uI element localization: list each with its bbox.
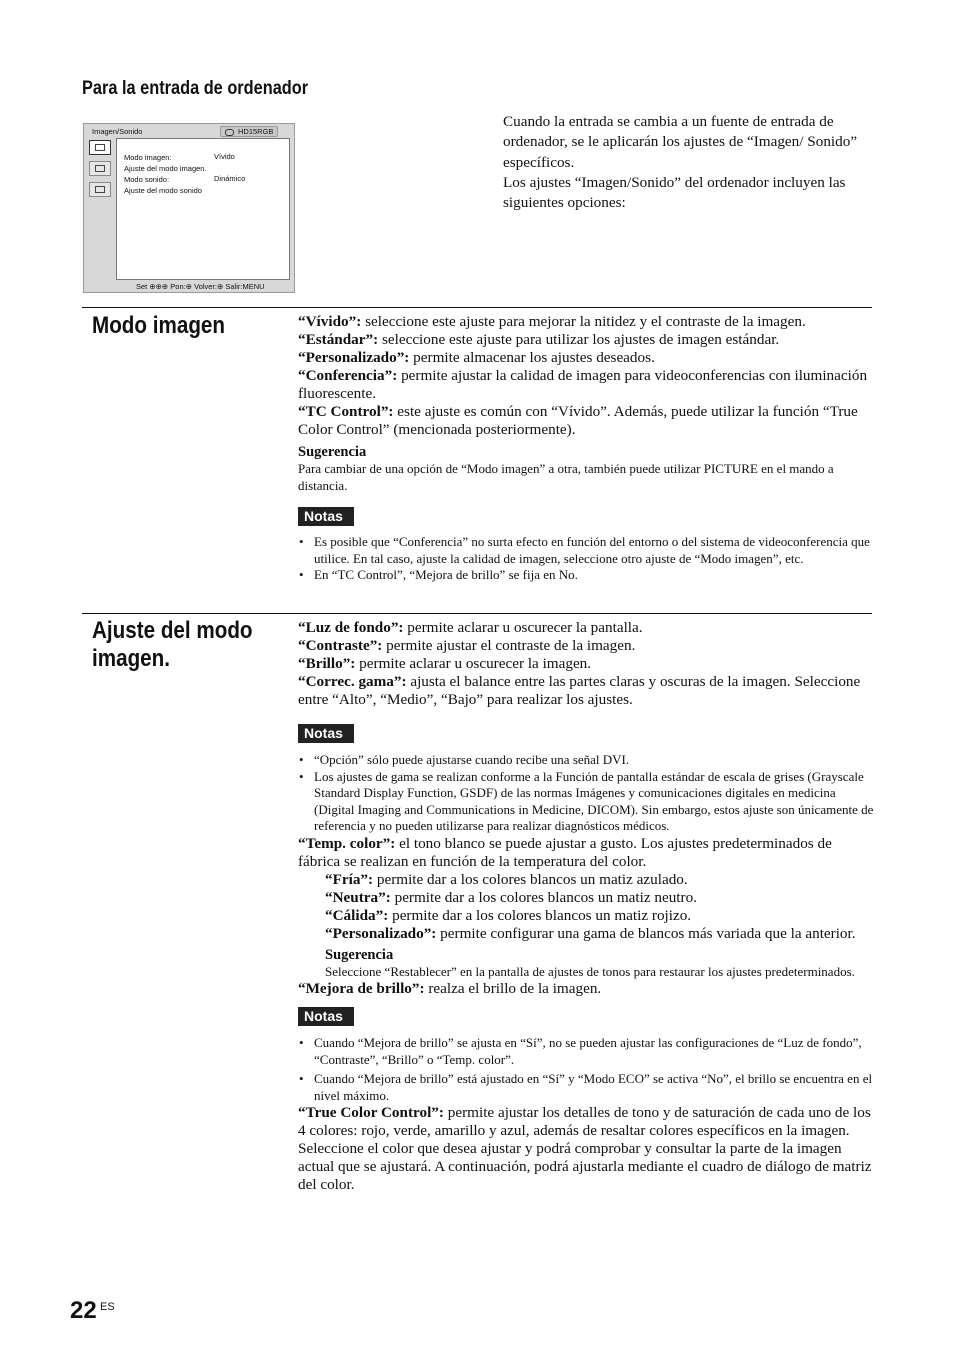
note-item: • “Opción” sólo puede ajustarse cuando recibe una señal DVI.	[298, 752, 874, 769]
section2-body	[298, 619, 874, 1194]
section-title: imagen.	[92, 645, 171, 672]
divider	[82, 307, 872, 308]
note-item: • Cuando “Mejora de brillo” se ajusta en “Sí”, no se pueden ajustar las configuraciones de “Luz de fondo”, “Contraste”, “Brillo” o “Temp. color”.	[298, 1035, 874, 1068]
page-lang: ES	[100, 1301, 115, 1313]
temp-options	[298, 871, 874, 981]
definition-item: “True Color Control”: permite ajustar los detalles de tono y de saturación de cada uno de los 4 colores: rojo, verde, amarillo y azul, además de resaltar colores específicos en la imagen.	[298, 1104, 871, 1139]
menu-source-label: HD15RGB	[238, 127, 274, 136]
definition-item: “Mejora de brillo”: realza el brillo de la imagen.	[298, 980, 602, 997]
note-item: • Es posible que “Conferencia” no surta efecto en función del entorno o del sistema de videoconferencia que utilice. En tal caso, ajuste la calidad de imagen, seleccione otro ajuste de “Modo imagen”, etc.	[298, 534, 874, 567]
notes-list	[298, 1035, 874, 1104]
picture-tab-icon	[89, 140, 111, 155]
definition-item: “Contraste”: permite ajustar el contraste de la imagen.	[298, 637, 636, 654]
notes-list	[298, 752, 874, 835]
intro-text	[503, 112, 883, 213]
tip-title: Sugerencia	[298, 444, 367, 460]
paragraph: Seleccione el color que desea ajustar y podrá comprobar y consultar la parte de la imagen actual que se ajustará. A continuación, podrá ajustarla mediante el cuadro de diálogo de matriz del color.	[298, 1140, 872, 1193]
definition-item: “Correc. gama”: ajusta el balance entre las partes claras y oscuras de la imagen. Seleccione entre “Alto”, “Medio”, “Bajo” para realizar los ajustes.	[298, 673, 861, 708]
menu-row: Ajuste del modo sonido	[124, 186, 202, 195]
tip-text: Para cambiar de una opción de “Modo imagen” a otra, también puede utilizar PICTURE en el mando a distancia.	[298, 461, 834, 493]
menu-title: Imagen/Sonido	[92, 127, 143, 136]
section-heading: Para la entrada de ordenador	[82, 78, 309, 99]
definition-item: “Brillo”: permite aclarar u oscurecer la imagen.	[298, 655, 592, 672]
section-title: Ajuste del modo	[92, 617, 253, 644]
definition-item: “Luz de fondo”: permite aclarar u oscurecer la pantalla.	[298, 619, 643, 636]
definition-item: “Personalizado”: permite configurar una gama de blancos más variada que la anterior.	[325, 924, 856, 942]
tip-text: Seleccione “Restablecer” en la pantalla de ajustes de tonos para restaurar los ajustes predeterminados.	[325, 963, 855, 979]
section-title: Modo imagen	[92, 312, 226, 339]
screen-tab-icon	[89, 161, 111, 176]
definition-item: “Fría”: permite dar a los colores blancos un matiz azulado.	[325, 870, 688, 888]
notes-label: Notas	[298, 1007, 354, 1026]
tip-title: Sugerencia	[325, 946, 394, 963]
menu-source-badge	[220, 126, 278, 137]
section1-body	[298, 313, 874, 584]
intro-paragraph: Los ajustes “Imagen/Sonido” del ordenador incluyen las siguientes opciones:	[503, 173, 846, 212]
notes-label: Notas	[298, 724, 354, 743]
menu-screenshot	[83, 123, 295, 293]
notes-label: Notas	[298, 507, 354, 526]
definition-item: “Cálida”: permite dar a los colores blancos un matiz rojizo.	[325, 906, 692, 924]
definition-item: “Vívido”: seleccione este ajuste para mejorar la nitidez y el contraste de la imagen.	[298, 313, 806, 330]
page-number: 22	[70, 1297, 97, 1324]
definition-item: “Estándar”: seleccione este ajuste para utilizar los ajustes de imagen estándar.	[298, 331, 780, 348]
menu-row: Modo sonido:	[124, 175, 170, 184]
menu-row-value: Dinámico	[214, 174, 246, 183]
definition-item: “Conferencia”: permite ajustar la calidad de imagen para videoconferencias con iluminación fluorescente.	[298, 367, 868, 402]
note-item: • Los ajustes de gama se realizan conforme a la Función de pantalla estándar de escala de grises (Grayscale Standard Display Function, GSDF) de las normas Imágenes y comunicaciones digitales en medicina (Digital Imaging and Communications in Medicine, DICOM). Sin embargo, estos ajuste son únicamente de referencia y no pueden utilizarse para realizar diagnósticos médicos.	[298, 769, 874, 835]
notes-list	[298, 534, 874, 584]
input-icon	[225, 129, 234, 136]
intro-paragraph: Cuando la entrada se cambia a un fuente de entrada de ordenador, se le aplicarán los ajustes de “Imagen/ Sonido” específicos.	[503, 113, 858, 171]
note-item: • Cuando “Mejora de brillo” está ajustado en “Sí” y “Modo ECO” se activa “No”, el brillo se encuentra en el nivel máximo.	[298, 1071, 874, 1104]
definition-item: “Neutra”: permite dar a los colores blancos un matiz neutro.	[325, 888, 697, 906]
note-item: • En “TC Control”, “Mejora de brillo” se fija en No.	[298, 567, 874, 584]
menu-footer: Set ⊕⊕⊕ Pon:⊕ Volver:⊕ Salir:MENU	[136, 282, 265, 291]
definition-item: “TC Control”: este ajuste es común con “Vívido”. Además, puede utilizar la función “True Color Control” (mencionada posteriormente).	[298, 403, 858, 438]
settings-tab-icon	[89, 182, 111, 197]
definition-item: “Temp. color”: el tono blanco se puede ajustar a gusto. Los ajustes predeterminados de fábrica se realizan en función de la temperatura del color.	[298, 834, 832, 870]
divider	[82, 613, 872, 614]
menu-row: Modo imagen:	[124, 153, 172, 162]
menu-row: Ajuste del modo imagen.	[124, 164, 207, 173]
definition-item: “Personalizado”: permite almacenar los ajustes deseados.	[298, 349, 655, 366]
menu-row-value: Vívido	[214, 152, 235, 161]
